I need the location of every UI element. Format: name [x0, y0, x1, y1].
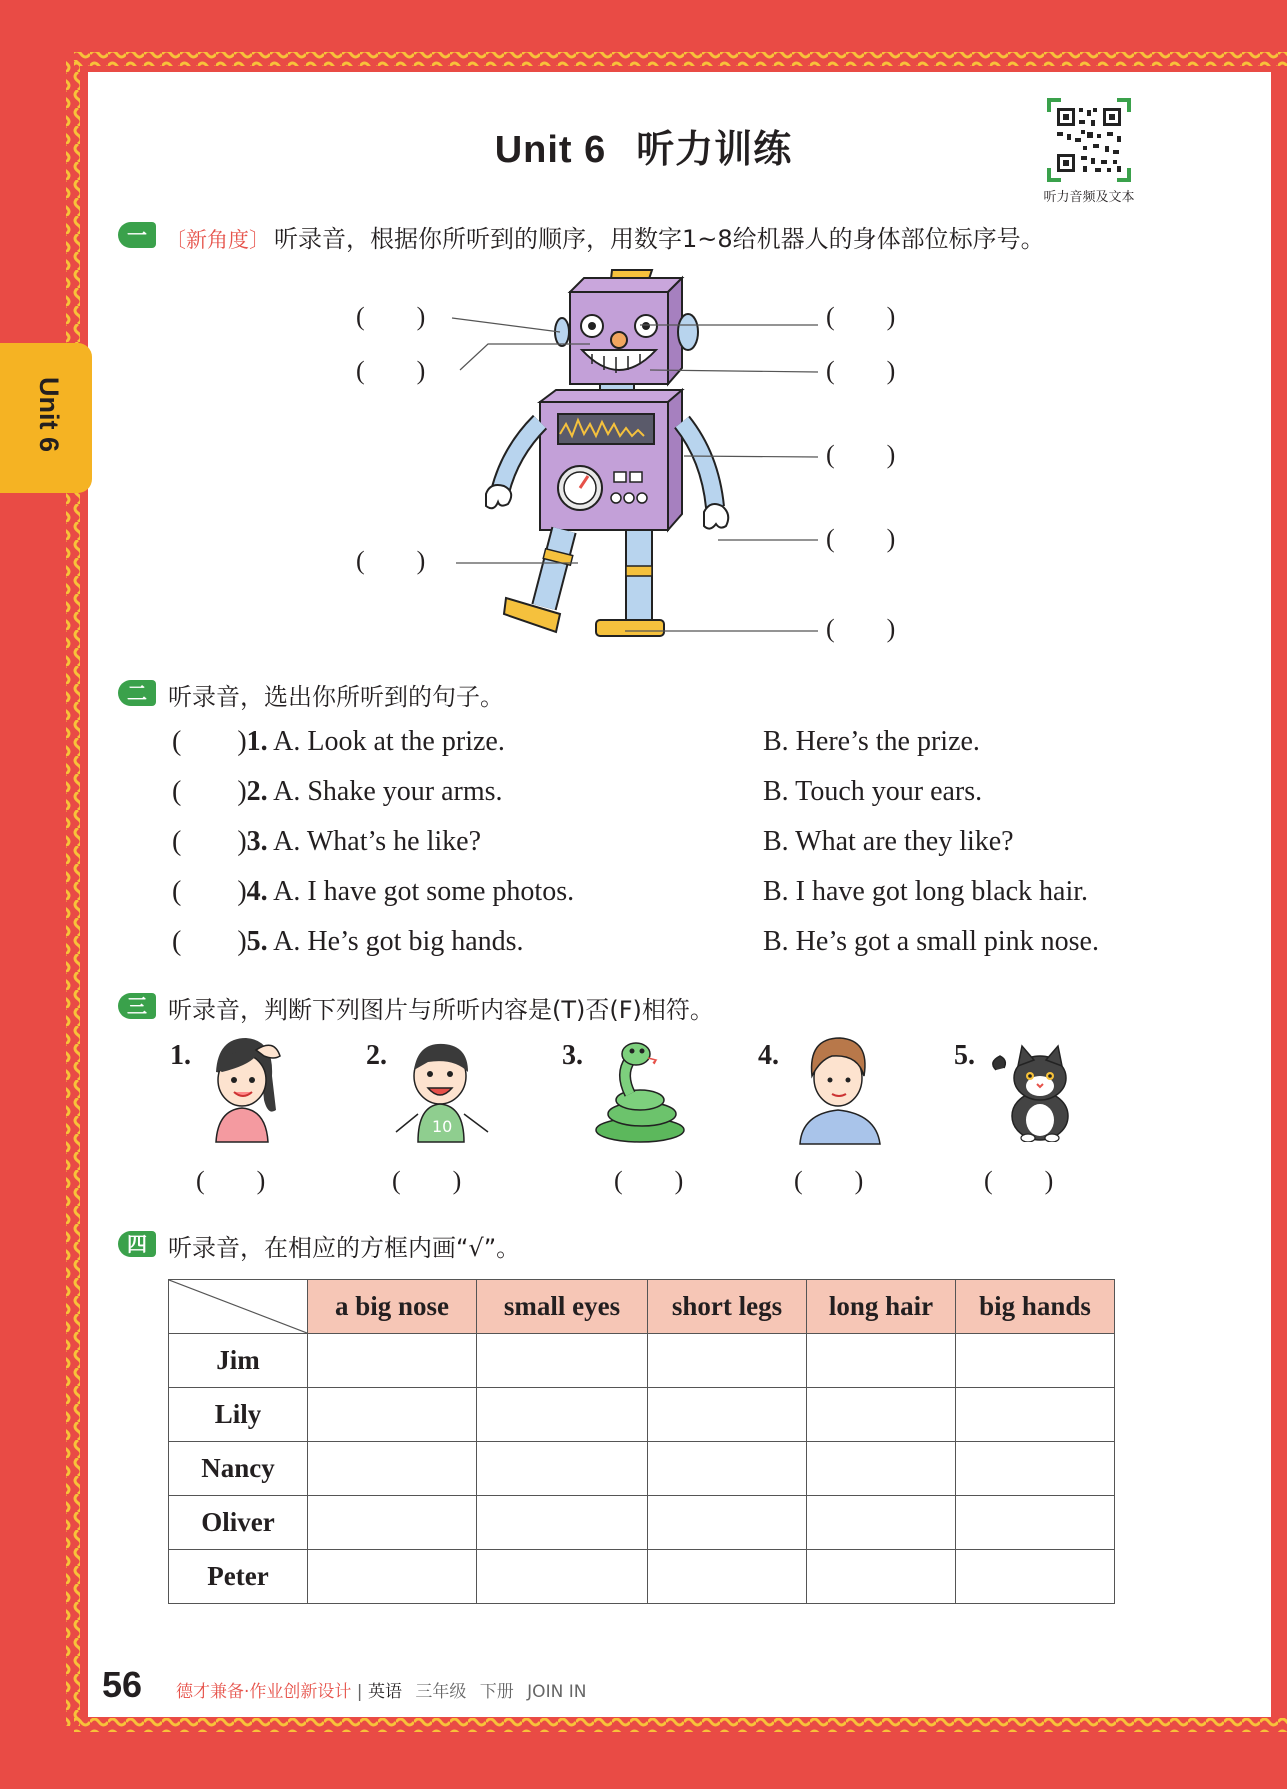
table-row [169, 1334, 1115, 1388]
section-1-badge: 一 [118, 222, 156, 248]
answer-blank[interactable]: ( ) [172, 776, 247, 807]
table-row [169, 1550, 1115, 1604]
tf-answer-blank[interactable]: ( ) [614, 1166, 684, 1195]
check-cell[interactable] [956, 1550, 1115, 1604]
robot-leader-lines [0, 0, 1287, 700]
robot-answer-blank[interactable]: ( ) [826, 356, 896, 385]
section-4-instruction: 听录音，在相应的方框内画“√”。 [168, 1234, 521, 1262]
robot-answer-blank[interactable]: ( ) [826, 614, 896, 643]
row-name: Nancy [169, 1442, 308, 1496]
question-row: ( )1. A. Look at the prize. [172, 726, 505, 757]
picture-number: 3. [562, 1040, 583, 1071]
option-a: A. Shake your arms. [273, 776, 503, 807]
section-2-badge: 二 [118, 680, 156, 706]
table-corner-cell [169, 1280, 308, 1334]
check-cell[interactable] [308, 1442, 477, 1496]
check-cell[interactable] [807, 1334, 956, 1388]
qr-label: 听力音频及文本 [1043, 190, 1135, 205]
page-title: Unit 6 听力训练 [494, 127, 793, 171]
diagonal-divider [169, 1280, 307, 1333]
section-3-instruction: 听录音，判断下列图片与所听内容是(T)否(F)相符。 [168, 996, 714, 1024]
svg-text:10: 10 [432, 1117, 453, 1136]
option-b: B. Touch your ears. [763, 776, 983, 807]
robot-answer-blank[interactable]: ( ) [826, 440, 896, 469]
section-2-instruction: 听录音，选出你所听到的句子。 [168, 683, 504, 711]
check-cell[interactable] [807, 1496, 956, 1550]
picture-number: 5. [954, 1040, 975, 1071]
column-header: big hands [956, 1280, 1115, 1334]
option-a: A. He’s got big hands. [273, 926, 524, 957]
green-snake-icon [590, 1034, 690, 1146]
row-name: Jim [169, 1334, 308, 1388]
picture-number: 1. [170, 1040, 191, 1071]
boy-brown-hair-icon [792, 1030, 888, 1146]
answer-blank[interactable]: ( ) [172, 826, 247, 857]
column-header: short legs [648, 1280, 807, 1334]
check-cell[interactable] [648, 1496, 807, 1550]
option-b: B. I have got long black hair. [763, 876, 1089, 907]
check-cell[interactable] [648, 1334, 807, 1388]
picture-number: 4. [758, 1040, 779, 1071]
check-cell[interactable] [956, 1442, 1115, 1496]
cat-icon [988, 1044, 1082, 1142]
picture-number: 2. [366, 1040, 387, 1071]
section-3-badge: 三 [118, 993, 156, 1019]
girl-touching-head-icon [198, 1030, 288, 1145]
footer-caption: 德才兼备·作业创新设计 | 英语 三年级 下册 JOIN IN [176, 1682, 587, 1702]
check-cell[interactable] [308, 1388, 477, 1442]
check-cell[interactable] [477, 1334, 648, 1388]
check-cell[interactable] [956, 1388, 1115, 1442]
checklist-table [168, 1279, 1115, 1604]
robot-answer-blank[interactable]: ( ) [356, 546, 426, 575]
table-row [169, 1388, 1115, 1442]
check-cell[interactable] [477, 1388, 648, 1442]
tf-answer-blank[interactable]: ( ) [984, 1166, 1054, 1195]
page-number: 56 [102, 1664, 143, 1705]
robot-answer-blank[interactable]: ( ) [356, 302, 426, 331]
check-cell[interactable] [807, 1442, 956, 1496]
check-cell[interactable] [477, 1496, 648, 1550]
option-b: B. What are they like? [763, 826, 1014, 857]
check-cell[interactable] [308, 1334, 477, 1388]
check-cell[interactable] [308, 1496, 477, 1550]
check-cell[interactable] [807, 1550, 956, 1604]
check-cell[interactable] [308, 1550, 477, 1604]
row-name: Peter [169, 1550, 308, 1604]
answer-blank[interactable]: ( ) [172, 876, 247, 907]
option-b: B. Here’s the prize. [763, 726, 980, 757]
column-header: a big nose [308, 1280, 477, 1334]
answer-blank[interactable]: ( ) [172, 726, 247, 757]
option-a: A. Look at the prize. [273, 726, 505, 757]
check-cell[interactable] [807, 1388, 956, 1442]
check-cell[interactable] [477, 1442, 648, 1496]
question-row: ( )5. A. He’s got big hands. [172, 926, 524, 957]
answer-blank[interactable]: ( ) [172, 926, 247, 957]
column-header: long hair [807, 1280, 956, 1334]
section-1-instruction: 〔新角度〕 听录音，根据你所听到的顺序，用数字1~8给机器人的身体部位标序号。 [165, 225, 1045, 253]
check-cell[interactable] [648, 1442, 807, 1496]
question-row: ( )3. A. What’s he like? [172, 826, 481, 857]
table-header-row [169, 1280, 1115, 1334]
check-cell[interactable] [477, 1550, 648, 1604]
question-row: ( )4. A. I have got some photos. [172, 876, 575, 907]
option-a: A. I have got some photos. [273, 876, 575, 907]
check-cell[interactable] [648, 1388, 807, 1442]
tf-answer-blank[interactable]: ( ) [196, 1166, 266, 1195]
robot-answer-blank[interactable]: ( ) [826, 524, 896, 553]
option-a: A. What’s he like? [273, 826, 481, 857]
check-cell[interactable] [956, 1334, 1115, 1388]
robot-answer-blank[interactable]: ( ) [356, 356, 426, 385]
check-cell[interactable] [956, 1496, 1115, 1550]
boy-shirt-10-icon [388, 1036, 498, 1146]
table-row [169, 1496, 1115, 1550]
question-row: ( )2. A. Shake your arms. [172, 776, 503, 807]
unit-side-tab: Unit 6 [0, 343, 92, 493]
column-header: small eyes [477, 1280, 648, 1334]
robot-answer-blank[interactable]: ( ) [826, 302, 896, 331]
row-name: Lily [169, 1388, 308, 1442]
check-cell[interactable] [648, 1550, 807, 1604]
tf-answer-blank[interactable]: ( ) [794, 1166, 864, 1195]
table-row [169, 1442, 1115, 1496]
section-4-badge: 四 [118, 1231, 156, 1257]
row-name: Oliver [169, 1496, 308, 1550]
option-b: B. He’s got a small pink nose. [763, 926, 1099, 957]
tf-answer-blank[interactable]: ( ) [392, 1166, 462, 1195]
